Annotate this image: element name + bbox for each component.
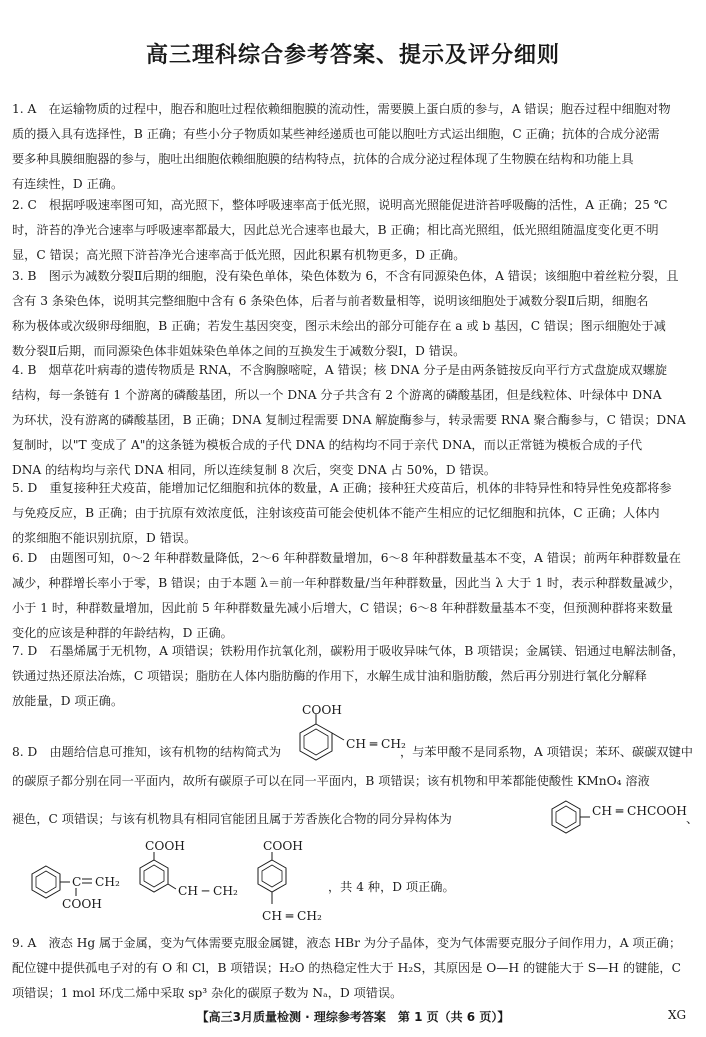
page-footer: 【高三3月质量检测 · 理综参考答案 第 1 页（共 6 页）】 bbox=[196, 1010, 510, 1024]
answer-1 bbox=[12, 97, 694, 197]
page-title: 高三理科综合参考答案、提示及评分细则 bbox=[145, 43, 560, 68]
text-line: 3. B 图示为减数分裂Ⅱ后期的细胞，没有染色单体，染色体数为 6，不含有同源染色体，A 错误；该细胞中着丝粒分裂，且 bbox=[12, 269, 679, 283]
text-line: 要多种具膜细胞器的参与，胞吐出细胞依赖细胞膜的结构特点，抗体的合成分泌过程体现了生物膜在结构和功能上具 bbox=[12, 152, 634, 166]
text-line: 1. A 在运输物质的过程中，胞吞和胞吐过程依赖细胞膜的流动性，需要膜上蛋白质的参与，A 错误；胞吞过程中细胞对物 bbox=[12, 102, 671, 116]
text-line: 含有 3 条染色体，说明其完整细胞中含有 6 条染色体，后者与前者数量相等，说明该细胞处于减数分裂Ⅱ后期，细胞名 bbox=[12, 294, 649, 308]
text-line: 9. A 液态 Hg 属于金属，变为气体需要克服金属键，液态 HBr 为分子晶体，变为气体需要克服分子间作用力，A 项正确； bbox=[12, 936, 682, 950]
answer-8-line1b: ，与苯甲酸不是同系物，A 项错误；苯环、碳碳双键中 bbox=[400, 745, 693, 759]
text-line: 质的摄入具有选择性，B 正确；有些小分子物质如某些神经递质也可能以胞吐方式运出细胞，C 正确；抗体的合成分泌需 bbox=[12, 127, 660, 141]
answer-9 bbox=[12, 931, 694, 1006]
allyl-chain-label: CH ─ CH₂ bbox=[178, 884, 238, 898]
text-line: 6. D 由题图可知，0～2 年种群数量降低，2～6 年种群数量增加，6～8 年种群数量基本不变，A 错误；前两年种群数量在 bbox=[12, 551, 681, 565]
answer-8-line2: 的碳原子都分别在同一平面内，故所有碳原子可以在同一平面内，B 项错误；该有机物和甲苯都能使酸性 KMnO₄ 溶液 bbox=[12, 774, 650, 788]
text-line: 称为极体或次级卵母细胞，B 正确；若发生基因突变，图示未绘出的部分可能存在 a 或 b 基因，C 错误；图示细胞处于减 bbox=[12, 319, 666, 333]
text-line: 时，浒苔的净光合速率与呼吸速率都最大，因此总光合速率也最大，B 正确；相比高光照组，低光照组随温度变化更不明 bbox=[12, 223, 659, 237]
benzene-ring-icon bbox=[548, 798, 588, 836]
cooh-label: COOH bbox=[263, 839, 303, 853]
footer-code: XG bbox=[668, 1008, 687, 1022]
text-line: 结构，每一条链有 1 个游离的磷酸基团，所以一个 DNA 分子共含有 2 个游离的磷酸基团，但是线粒体、叶绿体中 DNA bbox=[12, 388, 662, 402]
answer-7 bbox=[12, 639, 694, 714]
text-line: 4. B 烟草花叶病毒的遗传物质是 RNA，不含胸腺嘧啶，A 错误；核 DNA 分子是由两条链按反向平行方式盘旋成双螺旋 bbox=[12, 363, 668, 377]
c-atom-label: C bbox=[72, 875, 82, 889]
text-line: 与免疫反应，B 正确；由于抗原有效浓度低，注射该疫苗可能会使机体不能产生相应的记忆细胞和抗体，C 正确；人体内 bbox=[12, 506, 660, 520]
text-line: 放能量，D 项正确。 bbox=[12, 694, 124, 708]
cooh-label: COOH bbox=[62, 897, 102, 911]
answer-8-line1a: 8. D 由题给信息可推知，该有机物的结构简式为 bbox=[12, 745, 282, 759]
text-line: 2. C 根据呼吸速率图可知，高光照下，整体呼吸速率高于低光照，说明高光照能促进浒苔呼吸酶的活性，A 正确；25 ℃ bbox=[12, 198, 668, 212]
text-line: 变化的应该是种群的年龄结构，D 正确。 bbox=[12, 626, 233, 640]
cooh-label: COOH bbox=[302, 703, 342, 717]
text-line: 7. D 石墨烯属于无机物，A 项错误；铁粉用作抗氧化剂，碳粉用于吸收异味气体，B 项错误；金属镁、铝通过电解法制备， bbox=[12, 644, 685, 658]
answer-3 bbox=[12, 264, 694, 364]
benzene-ring-icon bbox=[132, 852, 232, 912]
benzene-ring-icon bbox=[250, 852, 310, 914]
text-line: 小于 1 时，种群数量增加，因此前 5 年种群数量先减小后增大，C 错误；6～8 年种群数量基本不变，但预测种群将来数量 bbox=[12, 601, 673, 615]
ch2-label: CH₂ bbox=[95, 875, 120, 889]
text-line: DNA 的结构均与亲代 DNA 相同，所以连续复制 8 次后，突变 DNA 占 50%，D 错误。 bbox=[12, 463, 497, 477]
text-line: 显，C 错误；高光照下浒苔净光合速率高于低光照，因此积累有机物更多，D 正确。 bbox=[12, 248, 466, 262]
text-line: 5. D 重复接种狂犬疫苗，能增加记忆细胞和抗体的数量，A 正确；接种狂犬疫苗后，机体的非特异性和特异性免疫都将参 bbox=[12, 481, 672, 495]
answer-5 bbox=[12, 476, 694, 551]
vinyl-label: CH ═ CH₂ bbox=[346, 737, 406, 751]
answer-6 bbox=[12, 546, 694, 646]
cooh-label: COOH bbox=[145, 839, 185, 853]
answer-8-line4: ，共 4 种，D 项正确。 bbox=[328, 880, 455, 894]
text-line: 减少，种群增长率小于零，B 错误；由于本题 λ＝前一年种群数量/当年种群数量，因此当 λ 大于 1 时，表示种群数量减少， bbox=[12, 576, 681, 590]
text-line: 的浆细胞不能识别抗原，D 错误。 bbox=[12, 531, 197, 545]
structure-cinnamic-acid bbox=[548, 798, 588, 840]
text-line: 复制时，以"T 变成了 A"的这条链为模板合成的子代 DNA 的结构均不同于亲代 DNA，而以正常链为模板合成的子代 bbox=[12, 438, 643, 452]
text-line: 有连续性，D 正确。 bbox=[12, 177, 124, 191]
answer-2 bbox=[12, 193, 694, 268]
cinnamic-chain-label: CH ═ CHCOOH bbox=[592, 804, 687, 818]
vinyl-label: CH ═ CH₂ bbox=[262, 909, 322, 923]
separator-comma: 、 bbox=[686, 812, 699, 826]
text-line: 为环状，没有游离的磷酸基团，B 正确；DNA 复制过程需要 DNA 解旋酶参与，转录需要 RNA 聚合酶参与，C 错误；DNA bbox=[12, 413, 686, 427]
answer-8-line3a: 褪色，C 项错误；与该有机物具有相同官能团且属于芳香族化合物的同分异构体为 bbox=[12, 812, 452, 826]
text-line: 项错误；1 mol 环戊二烯中采取 sp³ 杂化的碳原子数为 Nₐ，D 项错误。 bbox=[12, 986, 403, 1000]
text-line: 铁通过热还原法冶炼，C 项错误；脂肪在人体内脂肪酶的作用下，水解生成甘油和脂肪酸，然后再分别进行氧化分解释 bbox=[12, 669, 647, 683]
answer-4 bbox=[12, 358, 694, 483]
text-line: 配位键中提供孤电子对的有 O 和 Cl，B 项错误；H₂O 的热稳定性大于 H₂S，其原因是 O—H 的键能大于 S—H 的键能，C bbox=[12, 961, 681, 975]
text-line: 数分裂Ⅱ后期，而同源染色体非姐妹染色单体之间的互换发生于减数分裂Ⅰ，D 错误。 bbox=[12, 344, 466, 358]
